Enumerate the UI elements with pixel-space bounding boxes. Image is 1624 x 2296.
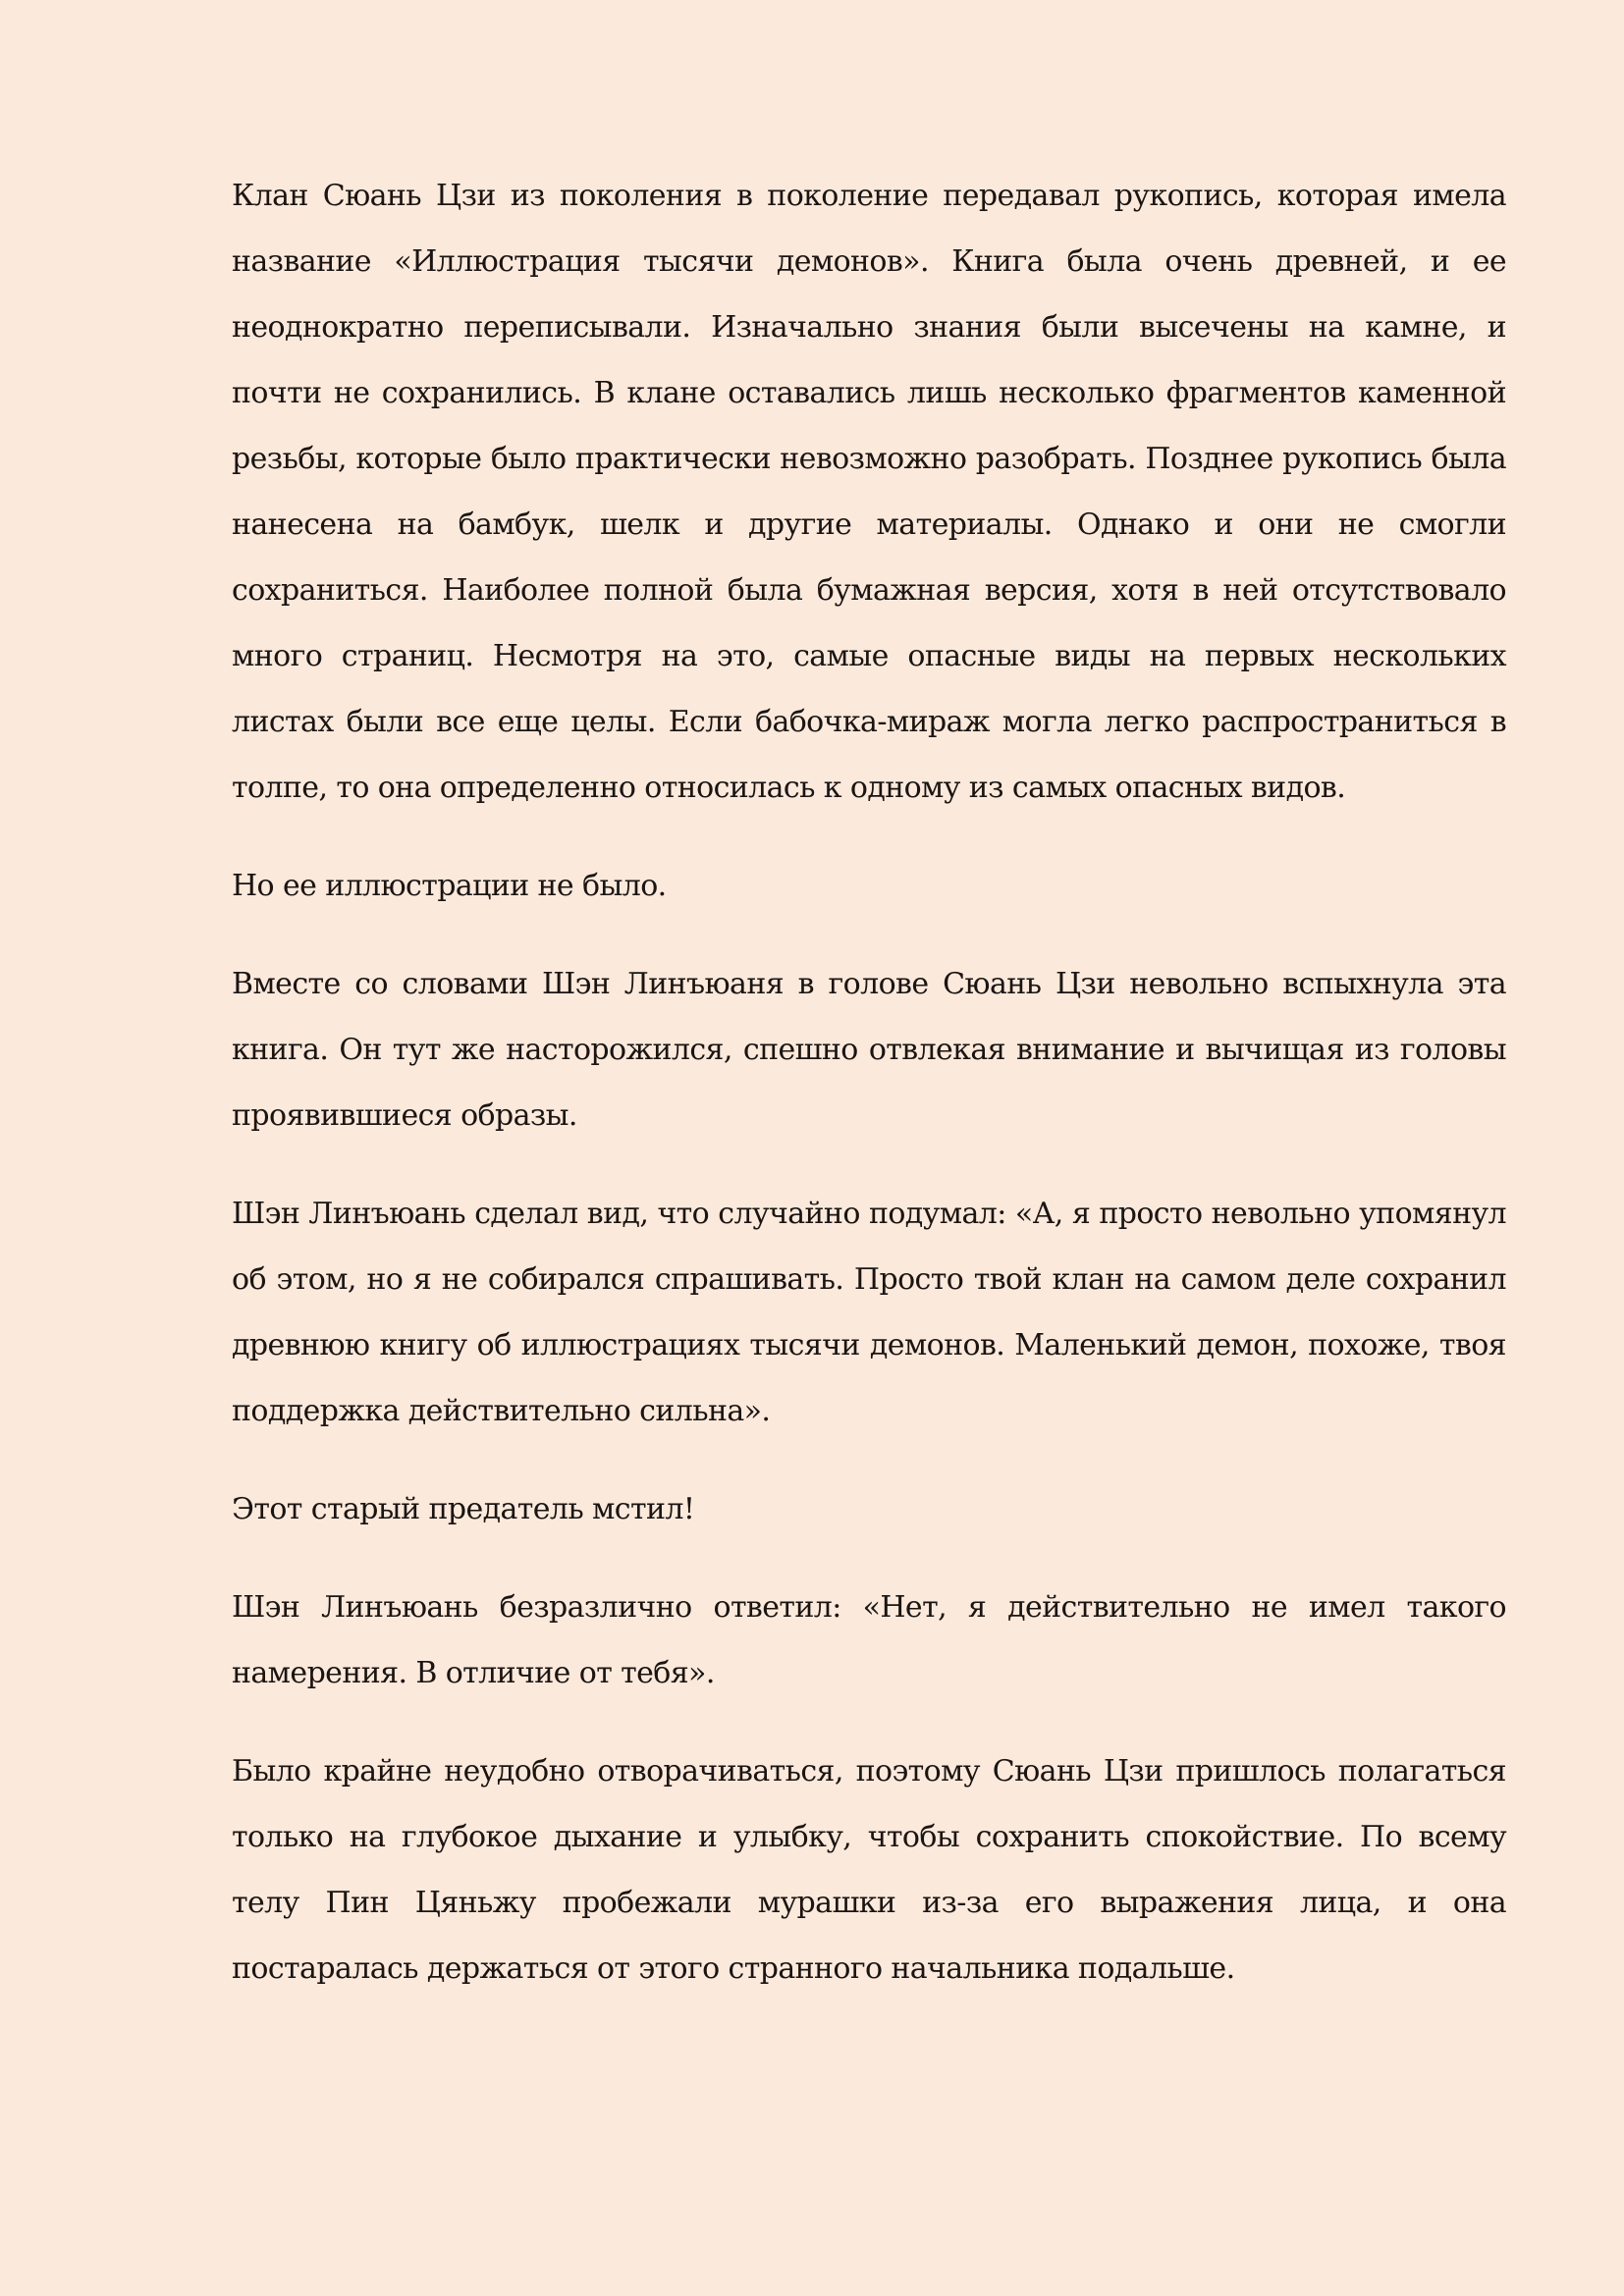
paragraph-7: Было крайне неудобно отворачиваться, поэтому Сюань Цзи пришлось полагаться только на глубокое дыхание и улыбку, чтобы сохранить спокойствие. По всему телу Пин Цяньжу пробежали мурашки из-за его выражения лица, и она постаралась держаться от этого странного начальника подальше. — [232, 1754, 1506, 1986]
paragraph-5: Этот старый предатель мстил! — [232, 1492, 695, 1526]
paragraph-6: Шэн Линъюань безразлично ответил: «Нет, я действительно не имел такого намерения. В отличие от тебя». — [232, 1590, 1506, 1690]
paragraph-4: Шэн Линъюань сделал вид, что случайно подумал: «А, я просто невольно упомянул об этом, но я не собирался спрашивать. Просто твой клан на самом деле сохранил древнюю книгу об иллюстрациях тысячи демонов. Маленький демон, похоже, твоя поддержка действительно сильна». — [232, 1197, 1506, 1428]
paragraph-1: Клан Сюань Цзи из поколения в поколение передавал рукопись, которая имела название «Иллюстрация тысячи демонов». Книга была очень древней, и ее неоднократно переписывали. Изначально знания были высечены на камне, и почти не сохранились. В клане оставались лишь несколько фрагментов каменной резьбы, которые было практически невозможно разобрать. Позднее рукопись была нанесена на бамбук, шелк и другие материалы. Однако и они не смогли сохраниться. Наиболее полной была бумажная версия, хотя в ней отсутствовало много страниц. Несмотря на это, самые опасные виды на первых нескольких листах были все еще целы. Если бабочка-мираж могла легко распространиться в толпе, то она определенно относилась к одному из самых опасных видов. — [232, 179, 1506, 805]
paragraph-2: Но ее иллюстрации не было. — [232, 869, 667, 903]
document-body — [232, 163, 1506, 2002]
paragraph-3: Вместе со словами Шэн Линъюаня в голове Сюань Цзи невольно вспыхнула эта книга. Он тут же насторожился, спешно отвлекая внимание и вычищая из головы проявившиеся образы. — [232, 967, 1506, 1133]
